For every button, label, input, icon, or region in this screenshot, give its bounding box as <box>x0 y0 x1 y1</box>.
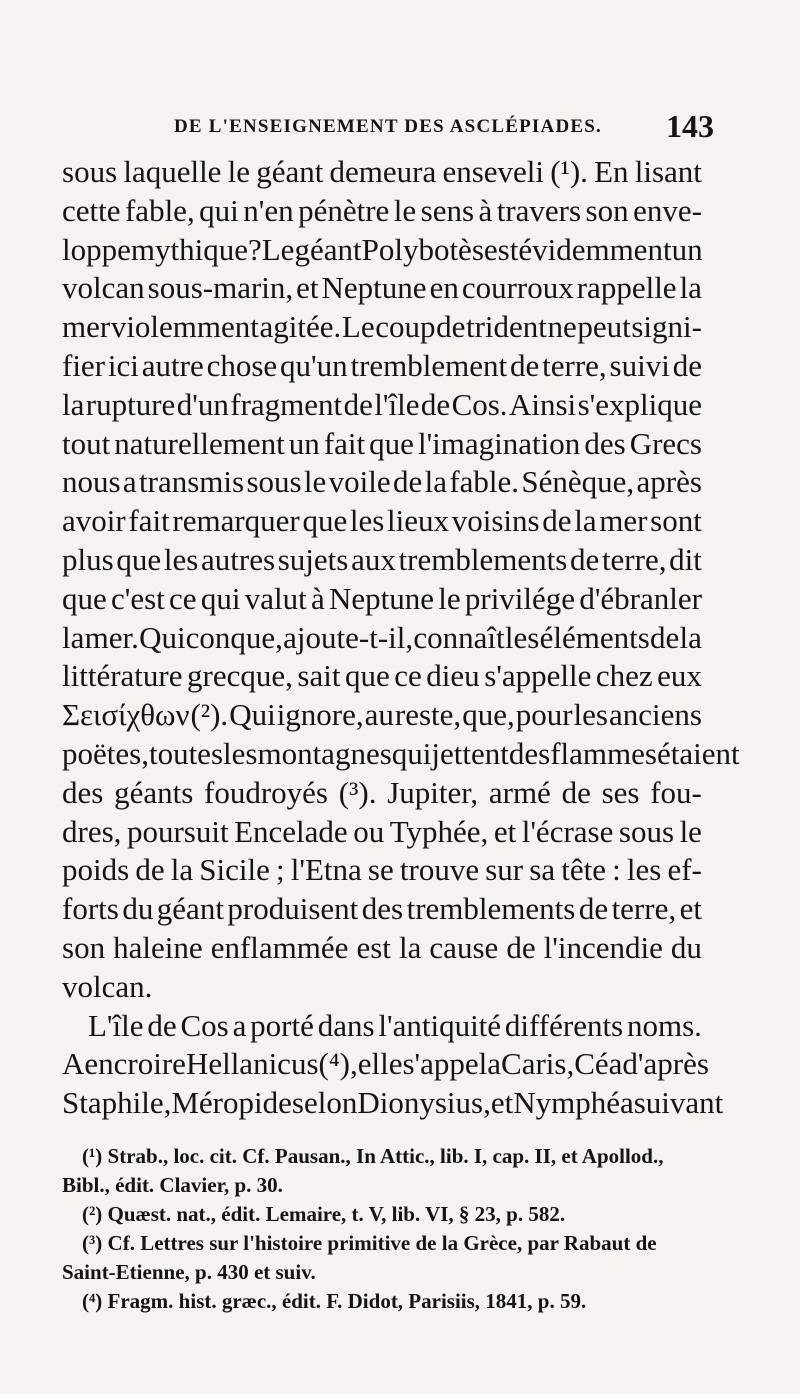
text-line: que c'est ce qui valut à Neptune le privilége d'ébranler <box>62 580 702 616</box>
text-line: fier ici autre chose qu'un tremblement de terre, suivi de <box>62 347 702 383</box>
text-line: sous laquelle le géant demeura enseveli (¹). En lisant <box>62 154 702 189</box>
text-line: poëtes, toutes les montagnes qui jettent des flammes étaient <box>62 735 740 771</box>
text-line: la mer. Quiconque, ajoute-t-il, connaît les éléments de la <box>62 619 702 655</box>
page-header <box>62 108 714 148</box>
text-line: littérature grecque, sait que ce dieu s'appelle chez eux <box>62 658 702 694</box>
body-text <box>62 153 740 1123</box>
text-line: avoir fait remarquer que les lieux voisins de la mer sont <box>62 503 702 539</box>
page-number: 143 <box>666 108 714 144</box>
text-line: tout naturellement un fait que l'imagination des Grecs <box>62 425 702 461</box>
text-line: mer violemment agitée. Le coup de trident ne peut signi- <box>62 309 702 345</box>
text-line: poids de la Sicile ; l'Etna se trouve sur sa tête : les ef- <box>62 852 702 888</box>
text-line: L'île de Cos a porté dans l'antiquité différents noms. <box>88 1007 702 1043</box>
footnote-line: (¹) Strab., loc. cit. Cf. Pausan., In Attic., lib. I, cap. II, et Apollod., <box>82 1144 664 1168</box>
text-line: forts du géant produisent des tremblements de terre, et <box>62 891 702 927</box>
footnote-line: (²) Quæst. nat., édit. Lemaire, t. V, lib. VI, § 23, p. 582. <box>82 1202 566 1226</box>
footnotes <box>62 1142 702 1316</box>
running-title: DE L'ENSEIGNEMENT DES ASCLÉPIADES. <box>174 116 602 137</box>
footnote-line: (³) Cf. Lettres sur l'histoire primitive de la Grèce, par Rabaut de <box>82 1231 657 1255</box>
text-line: nous a transmis sous le voile de la fable. Sénèque, après <box>62 464 702 500</box>
text-line: plus que les autres sujets aux tremblements de terre, dit <box>62 541 702 577</box>
text-line: volcan sous-marin, et Neptune en courroux rappelle la <box>62 270 702 306</box>
footnote-line: Bibl., édit. Clavier, p. 30. <box>62 1173 283 1197</box>
text-line: la rupture d'un fragment de l'île de Cos. Ainsi s'explique <box>62 386 702 422</box>
text-line: dres, poursuit Encelade ou Typhée, et l'écrase sous le <box>62 813 702 849</box>
text-line: Σεισίχθων (²). Qui ignore, au reste, que, pour les anciens <box>62 697 702 733</box>
footnote-line: Saint-Etienne, p. 430 et suiv. <box>62 1260 316 1284</box>
text-line: des géants foudroyés (³). Jupiter, armé de ses fou- <box>62 774 702 810</box>
text-line: loppe mythique ? Le géant Polybotès est évidemment un <box>62 231 703 267</box>
text-line: son haleine enflammée est la cause de l'incendie du <box>62 929 702 965</box>
text-line: Staphile, Méropide selon Dionysius, et Nymphéa suivant <box>62 1085 724 1121</box>
footnote-line: (⁴) Fragm. hist. græc., édit. F. Didot, Parisiis, 1841, p. 59. <box>82 1289 587 1313</box>
text-line: volcan. <box>62 968 153 1004</box>
text-line: A en croire Hellanicus (⁴), elle s'appela Caris, Céa d'après <box>62 1046 709 1082</box>
text-line: cette fable, qui n'en pénètre le sens à travers son enve- <box>62 192 702 228</box>
